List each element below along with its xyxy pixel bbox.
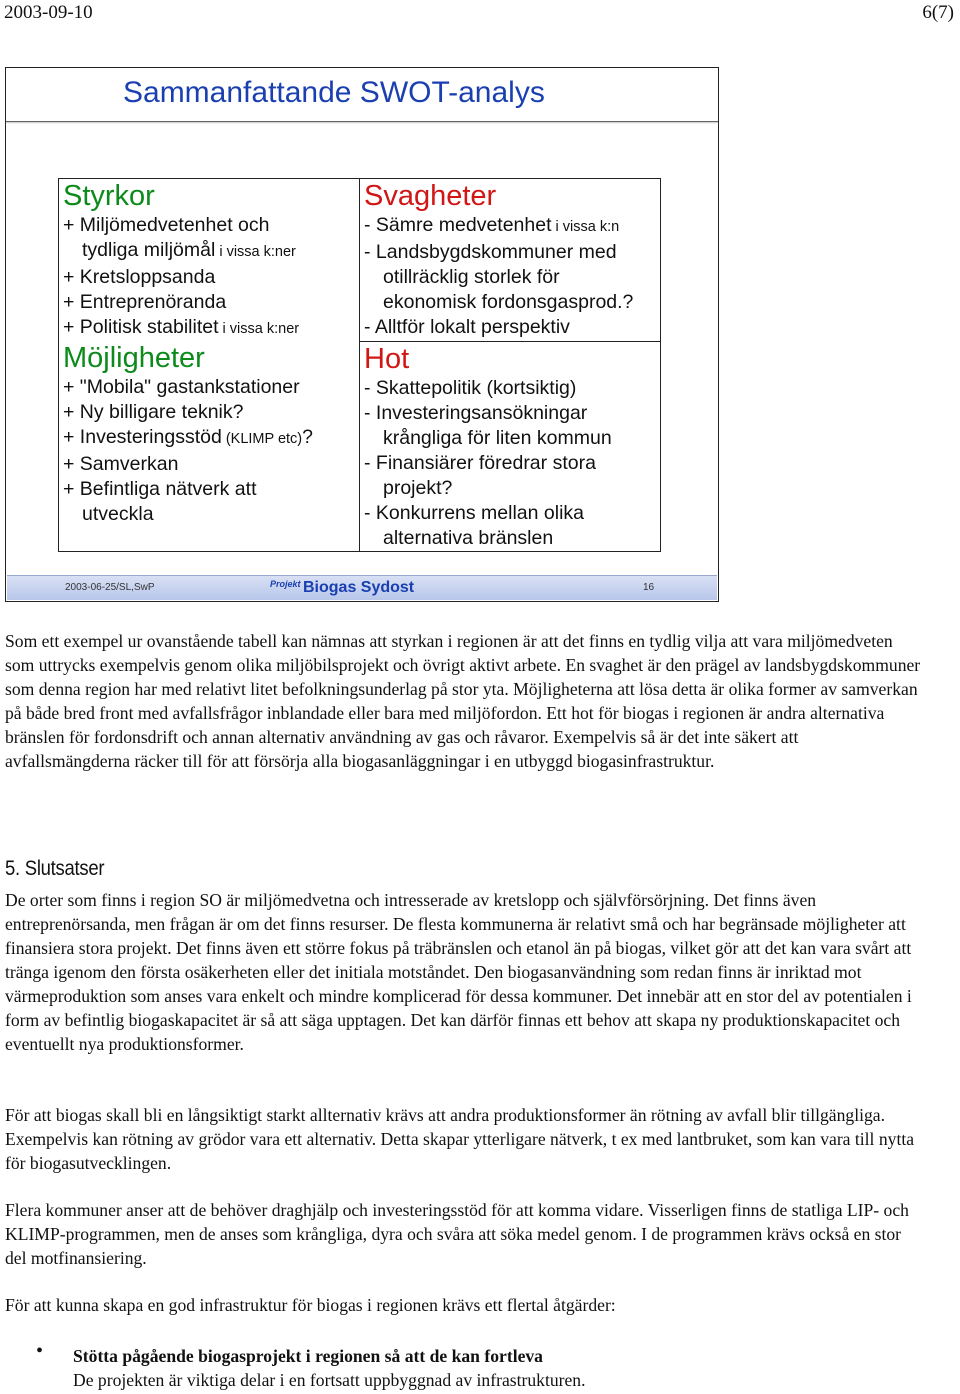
swot-slide <box>5 67 719 602</box>
footer-project-label: Projekt <box>270 579 301 589</box>
list-item: tydliga miljömål i vissa k:ner <box>82 239 296 261</box>
slide-number: 16 <box>643 582 655 593</box>
list-item: + "Mobila" gastankstationer <box>63 376 300 398</box>
strengths-heading: Styrkor <box>63 180 155 212</box>
list-item: projekt? <box>383 477 453 499</box>
list-item: - Sämre medvetenhet i vissa k:n <box>364 214 620 236</box>
list-item: + Entreprenöranda <box>63 291 227 313</box>
list-item: - Alltför lokalt perspektiv <box>364 316 570 338</box>
list-item: + Miljömedvetenhet och <box>63 214 270 236</box>
list-item: alternativa bränslen <box>383 527 554 549</box>
bullet-item <box>73 1344 586 1392</box>
threats-cell <box>359 341 660 551</box>
list-item: + Kretsloppsanda <box>63 266 216 288</box>
list-item: - Investeringsansökningar <box>364 402 588 424</box>
weaknesses-cell <box>359 179 660 341</box>
bullet-body: De projekten är viktiga delar i en fortsatt uppbyggnad av infrastrukturen. <box>73 1370 586 1390</box>
title-divider <box>6 121 718 122</box>
opportunities-heading: Möjligheter <box>63 342 205 374</box>
list-item: ekonomisk fordonsgasprod.? <box>383 291 634 313</box>
paragraph-conclusions: De orter som finns i region SO är miljömedvetna och intresserade av kretslopp och självförsörjning. Det finns även entreprenörsanda, men frågan är om det finns resurser. De flesta kommunerna är relativt små och har begränsade möjligheter att finansiera stora projekt. Det finns även ett större fokus på träbränslen och etanol än på biogas, vilket gör att det kan vara svårt att tränga igenom den första osäkerheten eller det initiala motståndet. Den biogasanvändning som redan finns är inriktad mot värmeproduktion som anses vara enkelt och mindre komplicerad för dessa kommuner. Det innebär att en stor del av potentialen i form av befintlig biogaskapacitet är så att säga upptagen. Det kan därför finnas ett behov att skapa ny produktionskapacitet och eventuellt nya produktionsformer. <box>5 890 912 1054</box>
footer-date: 2003-06-25/SL,SwP <box>65 582 155 593</box>
strengths-cell <box>59 179 359 341</box>
opportunities-cell <box>59 341 359 551</box>
paragraph-measures: För att kunna skapa en god infrastruktur för biogas i regionen krävs ett flertal åtgärder: <box>5 1295 616 1315</box>
section-heading: 5. Slutsatser <box>5 857 105 880</box>
list-item: - Landsbygdskommuner med <box>364 241 617 263</box>
swot-grid <box>58 178 661 552</box>
bullet-title: Stötta pågående biogasprojekt i regionen så att de kan fortleva <box>73 1346 543 1366</box>
paragraph-swot-summary: Som ett exempel ur ovanstående tabell kan nämnas att styrkan i regionen är att det finns en tydlig vilja att vara miljömedveten som uttrycks exempelvis genom olika miljöbilsprojekt och övrigt aktivt arbete. En svaghet är den prägel av landsbygdskommuner som denna region har med relativt litet befolkningsunderlag på stor yta. Möjligheterna att lösa detta är olika former av samverkan på både bred front med avfallsfrågor inblandade eller bara med miljöfordon. Ett hot för biogas i regionen är andra alternativa bränslen för fordonsdrift och annan alternativ användning av gas och råvaror. Exempelvis så är det inte säkert att avfallsmängderna räcker till för att försörja alla biogasanläggningar i en utbyggd biogasinfrastruktur. <box>5 631 921 771</box>
weaknesses-heading: Svagheter <box>364 180 497 212</box>
list-item: krångliga för liten kommun <box>383 427 612 449</box>
slide-footer <box>7 575 717 600</box>
list-item: - Skattepolitik (kortsiktig) <box>364 377 577 399</box>
list-item: + Befintliga nätverk att <box>63 478 257 500</box>
list-item: + Ny billigare teknik? <box>63 401 244 423</box>
list-item: + Samverkan <box>63 453 179 475</box>
list-item: - Finansiärer föredrar stora <box>364 452 596 474</box>
footer-brand: Biogas Sydost <box>303 579 415 596</box>
bullet-icon: • <box>36 1340 44 1362</box>
list-item: - Konkurrens mellan olika <box>364 502 585 524</box>
header-date: 2003-09-10 <box>4 2 93 23</box>
list-item: + Investeringsstöd (KLIMP etc)? <box>63 426 313 448</box>
list-item: otillräcklig storlek för <box>383 266 560 288</box>
header-page-number: 6(7) <box>922 2 954 23</box>
slide-title: Sammanfattande SWOT-analys <box>123 76 545 109</box>
list-item: + Politisk stabilitet i vissa k:ner <box>63 316 300 338</box>
paragraph-alternatives: För att biogas skall bli en långsiktigt starkt allternativ krävs att andra produktionsformer än rötning av avfall blir tillgängliga. Exempelvis kan rötning av grödor vara ett alternativ. Detta skapar ytterligare nätverk, t ex med lantbruket, som kan vara till nytta för biogasutvecklingen. <box>5 1105 915 1173</box>
threats-heading: Hot <box>364 343 410 375</box>
list-item: utveckla <box>82 503 154 525</box>
paragraph-funding: Flera kommuner anser att de behöver draghjälp och investeringsstöd för att komma vidare. Visserligen finns de statliga LIP- och KLIMP-programmen, men de anses som krångliga, dyra och svåra att söka medel genom. I de programmen krävs också en stor del motfinansiering. <box>5 1200 909 1268</box>
